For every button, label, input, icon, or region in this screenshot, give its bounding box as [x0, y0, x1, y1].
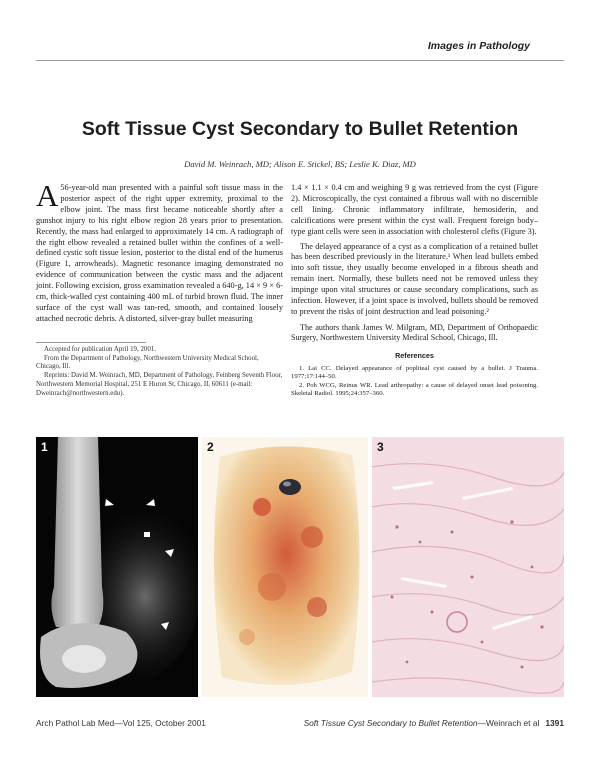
- footnote-affiliation: From the Department of Pathology, Northwestern University Medical School, Chicago, Ill.: [36, 354, 259, 371]
- bullet: [279, 479, 301, 495]
- page-footer: [36, 718, 564, 730]
- footnotes: [36, 346, 284, 398]
- section-label: Images in Pathology: [427, 40, 530, 52]
- drop-cap: A: [36, 178, 59, 213]
- figure-1-radiograph: [36, 437, 198, 697]
- footnote-accepted: Accepted for publication April 19, 2001.: [44, 346, 156, 353]
- header-rule: [36, 60, 564, 61]
- radiograph-image: [36, 437, 198, 697]
- footnote-rule: [36, 342, 146, 343]
- right-column: [291, 183, 538, 399]
- footer-running-title: Soft Tissue Cyst Secondary to Bullet Retention: [303, 718, 478, 728]
- figure-panel: [36, 437, 564, 697]
- paragraph-1-continued: 1.4 × 1.1 × 0.4 cm and weighing 9 g was retrieved from the cyst (Figure 2). Microscopically, the cyst contained a fibrous wall with no discernible cell lining. Chronic inflammatory infiltrate, hemosiderin, and calcifications were present within the cyst wall. Frequent foreign body–type giant cells were seen in association with cholesterol clefts (Figure 3).: [291, 183, 538, 236]
- gross-specimen-image: [202, 437, 368, 697]
- bullet-fragment: [144, 532, 150, 537]
- footer-journal: Arch Pathol Lab Med—Vol 125, October 2001: [36, 718, 206, 728]
- page-number: 1391: [545, 718, 564, 728]
- article-title: Soft Tissue Cyst Secondary to Bullet Retention: [81, 118, 519, 140]
- footer-running-authors: —Weinrach et al: [477, 718, 540, 728]
- references-heading: References: [395, 350, 434, 360]
- figure-3-number: 3: [377, 440, 384, 454]
- paragraph-1-text: 56-year-old man presented with a painful soft tissue mass in the posterior aspect of the right upper extremity, proximal to the elbow joint. The mass first became noticeable shortly after a gunshot injury to his right elbow region 28 years prior to presentation. Recently, the mass had enlarged to approximately 14 cm. A radiograph of the right elbow revealed a retained bullet within the confines of a well-defined cystic soft tissue lesion, posterior to the distal end of the humerus (Figure 1, arrowheads). Magnetic resonance imaging demonstrated no evidence of communication between the cystic mass and the adjacent joint. Following excision, gross examination revealed a 640-g, 14 × 9 × 6-cm, thick-walled cyst containing 400 mL of turbid brown fluid. The inner surface of the cyst wall was tan-red, smooth, and contained loosely attached necrotic debris. A distorted, silver-gray bullet measuring: [36, 183, 283, 323]
- reference-1: 1. Lai CC. Delayed appearance of popliteal cyst caused by a bullet. J Trauma. 1977;17:144–50.: [291, 364, 538, 381]
- left-column: [36, 178, 283, 325]
- footer-running-head: [304, 718, 564, 728]
- reference-2: 2. Poh WCG, Reinus WR. Lead arthropathy: a cause of delayed onset lead poisoning. Skeletal Radiol. 1995;24:357–360.: [291, 381, 538, 398]
- acknowledgment: The authors thank James W. Milgram, MD, Department of Orthopaedic Surgery, Northwestern University Medical School, Chicago, Ill.: [291, 322, 538, 343]
- histology-image: [372, 437, 564, 697]
- paragraph-2: The delayed appearance of a cyst as a complication of a retained bullet has been described previously in the literature.¹ When lead bullets embed into soft tissue, they usually become enveloped in a fibrous sheath and remain inert. Normally, these bullets need not be removed unless they impinge upon vital structures or cause secondary complications, such as infection. However, if a joint space is involved, bullets should be removed to prevent the risks of joint destruction and lead poisoning.²: [291, 241, 538, 316]
- figure-1-number: 1: [41, 440, 48, 454]
- author-line: David M. Weinrach, MD; Alison E. Stickel, BS; Leslie K. Diaz, MD: [184, 159, 416, 169]
- paragraph-1: [36, 178, 283, 325]
- footnote-reprints: Reprints: David M. Weinrach, MD, Department of Pathology, Feinberg Seventh Floor, Northwestern Memorial Hospital, 251 E Huron St, Chicago, IL 60611 (e-mail: Dweinrach@northwestern.edu).: [36, 372, 283, 397]
- figure-3-histology: [372, 437, 564, 697]
- figure-2-number: 2: [207, 440, 214, 454]
- figure-2-gross-specimen: [202, 437, 368, 697]
